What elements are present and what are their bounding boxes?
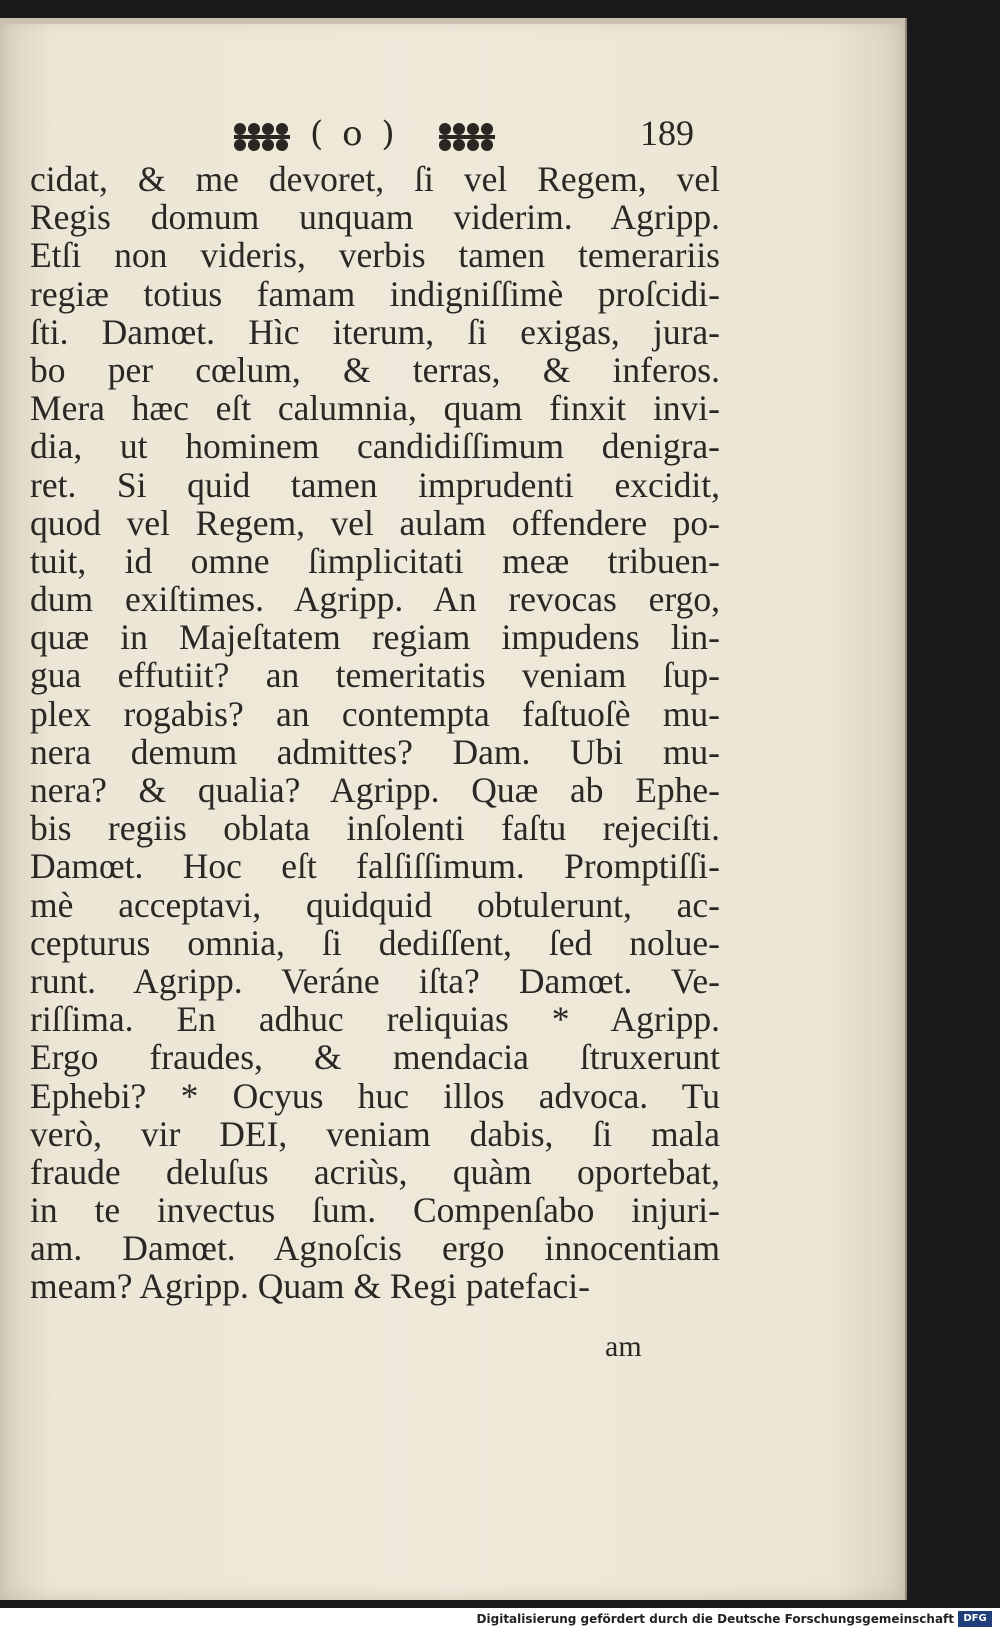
ornament-left-icon bbox=[230, 120, 298, 154]
body-text bbox=[30, 160, 720, 1306]
text-line: tuit, id omne ſimplicitati meæ tribuen- bbox=[30, 540, 720, 581]
text-line: fraude deluſus acriùs, quàm oportebat, bbox=[30, 1151, 720, 1192]
footer-bar bbox=[0, 1608, 1000, 1632]
text-line: verò, vir DEI, veniam dabis, ſi mala bbox=[30, 1113, 720, 1154]
text-line: Mera hæc eſt calumnia, quam finxit invi- bbox=[30, 388, 720, 429]
text-line: bo per cœlum, & terras, & inferos. bbox=[30, 349, 720, 390]
text-line: Regis domum unquam viderim. Agripp. bbox=[30, 197, 720, 238]
text-line: dum exiſtimes. Agripp. An revocas ergo, bbox=[30, 579, 720, 620]
text-line: mè acceptavi, quidquid obtulerunt, ac- bbox=[30, 884, 720, 925]
text-line: bis regiis oblata inſolenti faſtu rejeciſti. bbox=[30, 808, 720, 849]
text-line: Ergo fraudes, & mendacia ſtruxerunt bbox=[30, 1037, 720, 1078]
text-line: cepturus omnia, ſi dediſſent, ſed nolue- bbox=[30, 922, 720, 963]
text-line: cidat, & me devoret, ſi vel Regem, vel bbox=[30, 159, 720, 199]
page-top-edge bbox=[0, 18, 905, 24]
text-line: ſti. Damœt. Hìc iterum, ſi exigas, jura- bbox=[30, 311, 720, 352]
text-line: quæ in Majeſtatem regiam impudens lin- bbox=[30, 617, 720, 658]
text-line: in te invectus ſum. Compenſabo injuri- bbox=[30, 1190, 720, 1231]
text-line: regiæ totius famam indigniſſimè proſcidi- bbox=[30, 273, 720, 314]
text-line: nera demum admittes? Dam. Ubi mu- bbox=[30, 731, 720, 772]
text-line: nera? & qualia? Agripp. Quæ ab Ephe- bbox=[30, 770, 720, 810]
text-line: am. Damœt. Agnoſcis ergo innocentiam bbox=[30, 1228, 720, 1269]
catchword: am bbox=[605, 1330, 642, 1363]
text-line: riſſima. En adhuc reliquias * Agripp. bbox=[30, 999, 720, 1040]
dfg-logo-icon: DFG bbox=[958, 1611, 992, 1627]
running-header bbox=[230, 114, 710, 160]
footer-credit: Digitalisierung gefördert durch die Deutsche Forschungsgemeinschaft bbox=[476, 1612, 954, 1626]
text-line: gua effutiit? an temeritatis veniam ſup- bbox=[30, 655, 720, 696]
header-mark: ( o ) bbox=[310, 114, 399, 154]
text-line: runt. Agripp. Veráne iſta? Damœt. Ve- bbox=[30, 960, 720, 1001]
text-line: plex rogabis? an contempta faſtuoſè mu- bbox=[30, 693, 720, 734]
text-line: dia, ut hominem candidiſſimum denigra- bbox=[30, 426, 720, 467]
text-line: Etſi non videris, verbis tamen temerariis bbox=[30, 235, 720, 276]
text-line: ret. Si quid tamen imprudenti excidit, bbox=[30, 464, 720, 505]
text-line: quod vel Regem, vel aulam offendere po- bbox=[30, 502, 720, 543]
text-line: Ephebi? * Ocyus huc illos advoca. Tu bbox=[30, 1075, 720, 1116]
page-number: 189 bbox=[640, 113, 694, 153]
ornament-right-icon bbox=[435, 120, 503, 154]
text-line: Damœt. Hoc eſt falſiſſimum. Promptiſſi- bbox=[30, 846, 720, 887]
text-line: meam? Agripp. Quam & Regi patefaci- bbox=[30, 1266, 590, 1307]
